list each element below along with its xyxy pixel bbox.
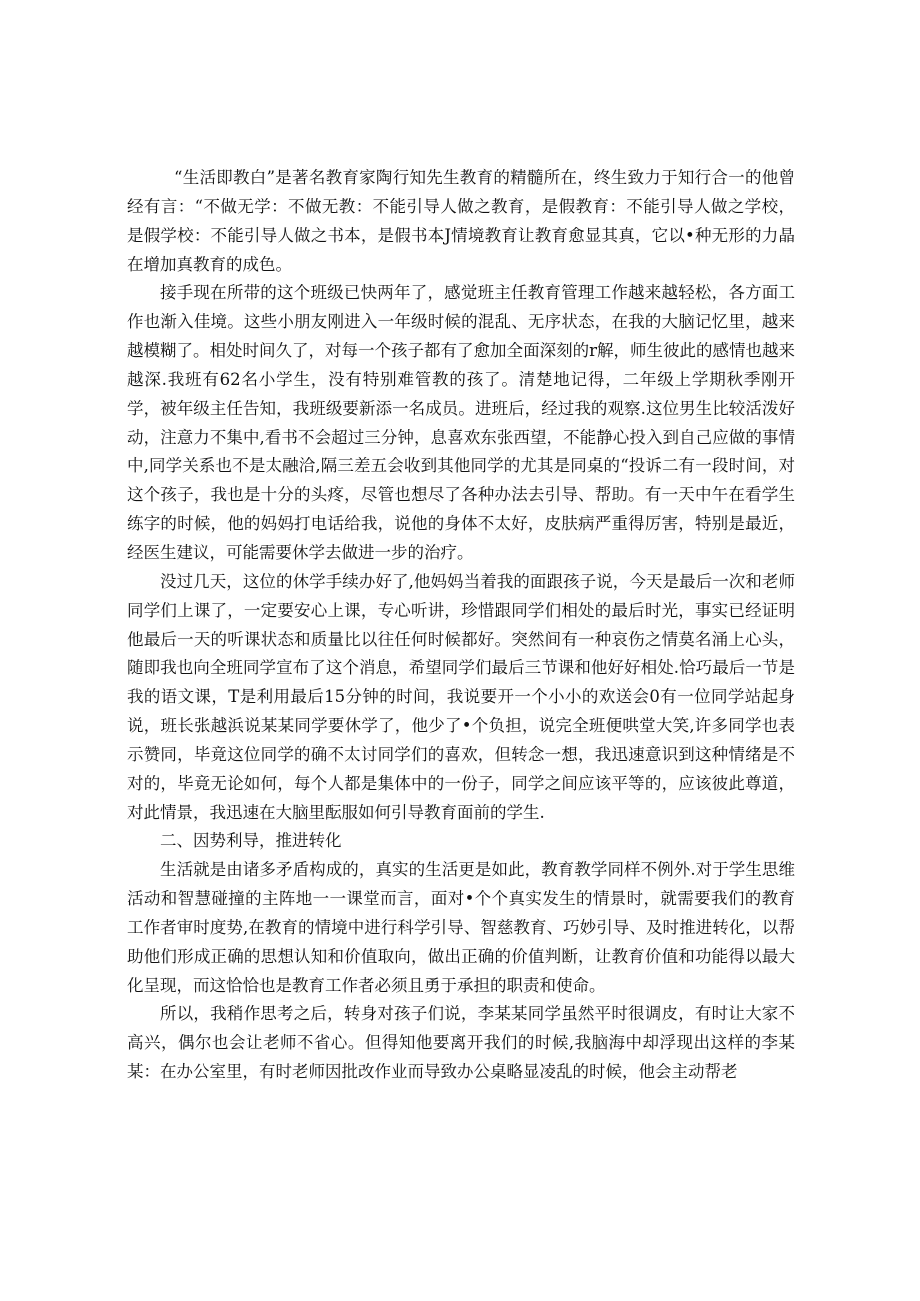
paragraph-farewell: 没过几天，这位的休学手续办好了,他妈妈当着我的面跟孩子说，今天是最后一次和老师同学们上课了，一定要安心上课，专心听讲，珍惜跟同学们相处的最后时光，事实已经证明他最后一天的听课状态和质量比以往任何时候都好。突然间有一种哀伤之情莫名涌上心头，随即我也向全班同学宣布了这个消息，希望同学们最后三节课和他好好相处.恰巧最后一节是我的语文课，T是利用最后15分钟的时间，我说要开一个小小的欢送会0有一位同学站起身说，班长张越浜说某某同学要休学了，他少了•个负担，说完全班便哄堂大笑,许多同学也表示赞同，毕竟这位同学的确不太讨同学们的喜欢，但转念一想，我迅速意识到这种情绪是不对的，毕竟无论如何，每个人都是集体中的一份子，同学之间应该平等的，应该彼此尊道，对此情景，我迅速在大脑里酝服如何引导教育面前的学生. — [127, 571, 795, 822]
section-heading: 二、因势利导，推进转化 — [160, 831, 342, 851]
paragraph-response: 所以，我稍作思考之后，转身对孩子们说，李某某同学虽然平时很调皮，有时让大家不高兴，偶尔也会让老师不省心。但得知他要离开我们的时候,我脑海中却浮现出这样的李某某：在办公室里，有时老师因批改作业而导致办公桌略显凌乱的时候，他会主动帮老 — [127, 1004, 795, 1082]
paragraph-guidance: 生活就是由诸多矛盾构成的，真实的生活更是如此，教育教学同样不例外.对于学生思维活动和智慧碰撞的主阵地一一课堂而言，面对•个个真实发生的情景时，就需要我们的教育工作者审时度势,在教育的情境中进行科学引导、智慈教育、巧妙引导、及时推进转化，以帮助他们形成正确的思想认知和价值取向，做出正确的价值判断，让教育价值和功能得以最大化呈现，而这恰恰也是教育工作者必须且勇于承担的职责和使命。 — [127, 860, 795, 995]
paragraph-intro: “生活即教白”是著名教育家陶行知先生教育的精髓所在，终生致力于知行合一的他曾经有言：“不做无学：不做无教：不能引导人做之教育，是假教育：不能引导人做之学校，是假学校：不能引导人做之书本，是假书本J情境教育让教育愈显其真，它以•种无形的力晶在增加真教育的成色。 — [127, 168, 795, 274]
paragraph-new-student: 接手现在所带的这个班级已快两年了，感觉班主任教育管理工作越来越轻松，各方面工作也渐入佳境。这些小朋友刚进入一年级时候的混乱、无序状态，在我的大脑记忆里，越来越模糊了。相处时间久了，对每一个孩子都有了愈加全面深刻的r解，师生彼此的感情也越来越深.我班有62名小学生，没有特别难管教的孩了。清楚地记得，二年级上学期秋季刚开学，被年级主任告知，我班级要新添一名成员。进班后，经过我的观察.这位男生比较活泼好动，注意力不集中,看书不会超过三分钟，息喜欢东张西望，不能静心投入到自己应做的事情中,同学关系也不是太融洽,隔三差五会收到其他同学的尤其是同桌的“投诉二有一段时间，对这个孩子，我也是十分的头疼，尽管也想尽了各种办法去引导、帮助。有一天中午在看学生练字的时候，他的妈妈打电话给我，说他的身体不太好，皮肤病严重得厉害，特别是最近，经医生建议，可能需要休学去做进一步的治疗。 — [127, 283, 795, 562]
body-text — [127, 164, 795, 1087]
